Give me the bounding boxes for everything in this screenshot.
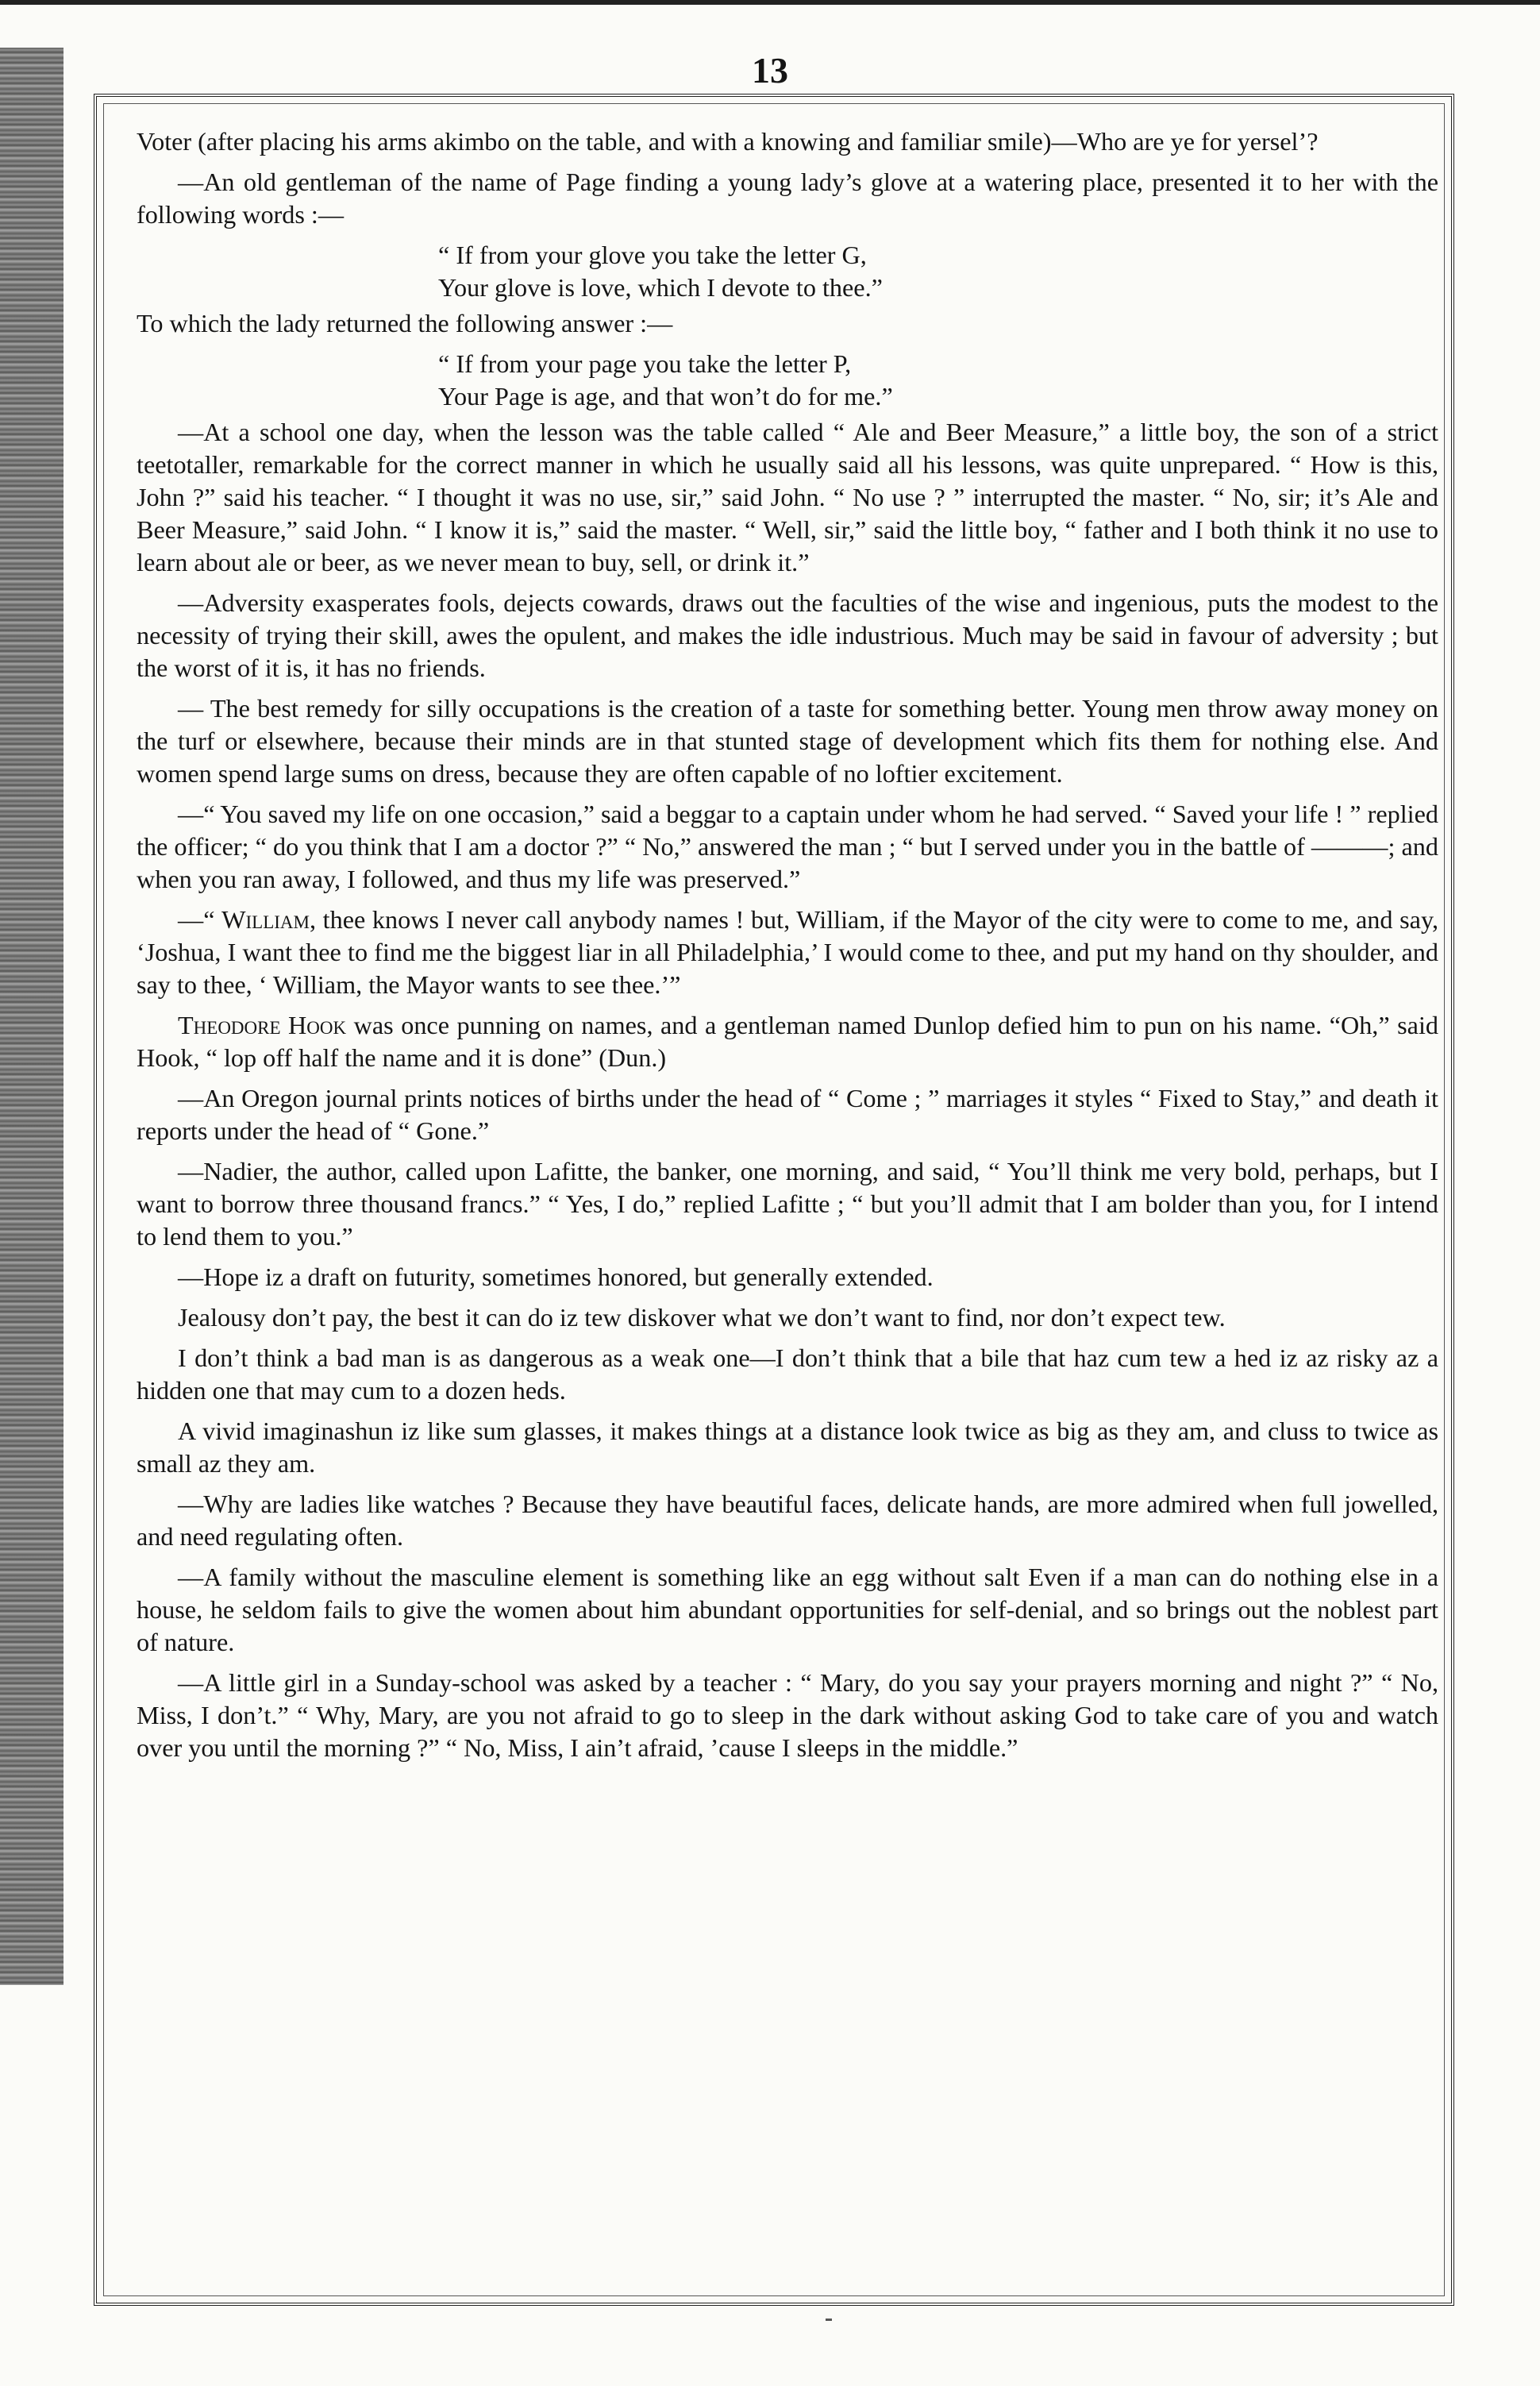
verse-line: Your Page is age, and that won’t do for me.” [438, 382, 893, 411]
verse-line: Your glove is love, which I devote to thee.” [438, 273, 883, 302]
text-run: —“ [178, 905, 222, 934]
paragraph-remedy: — The best remedy for silly occupations is the creation of a taste for something better. Young men throw away money on the turf or elsewhere, because their minds are in that stunted stage of development which fits them for nothing else. And women spend large sums on dress, because they are often capable of no loftier excitement. [137, 694, 1438, 788]
paragraph-william [137, 904, 1438, 1001]
paragraph-jealousy: Jealousy don’t pay, the best it can do iz tew diskover what we don’t want to find, nor don’t expect tew. [178, 1303, 1226, 1332]
paragraph-voter: Voter (after placing his arms akimbo on the table, and with a knowing and familiar smile)—Who are ye for yersel’? [137, 127, 1319, 156]
paragraph-hope: —Hope iz a draft on futurity, sometimes honored, but generally extended. [178, 1262, 934, 1291]
verse-page [137, 348, 1438, 413]
paragraph-beggar: —“ You saved my life on one occasion,” said a beggar to a captain under whom he had served. “ Saved your life ! ” replied the officer; “ do you think that I am a doctor ?” “ No,” answered the man ; “ but I served under you in the battle of ———; and when you ran away, I followed, and thus my life was preserved.” [137, 800, 1438, 893]
small-caps-name: Theodore Hook [178, 1011, 347, 1039]
page-number: 13 [752, 50, 788, 91]
paragraph-adversity: —Adversity exasperates fools, dejects cowards, draws out the faculties of the wise and ingenious, puts the modest to the necessity of trying their skill, awes the opulent, and makes the idle industrious. Much may be said in favour of adversity ; but the worst of it is, it has no friends. [137, 588, 1438, 682]
paragraph-answer: To which the lady returned the following answer :— [137, 309, 673, 337]
paragraph-nadier: —Nadier, the author, called upon Lafitte, the banker, one morning, and said, “ You’ll think me very bold, perhaps, but I want to borrow three thousand francs.” “ Yes, I do,” replied Lafitte ; “ but you’ll admit that I am bolder than you, for I intend to lend them to you.” [137, 1157, 1438, 1251]
text-run: was once punning on names, and a gentleman named Dunlop defied him to pun on his name. “Oh,” said Hook, “ lop off half the name and it is done” (Dun.) [137, 1011, 1438, 1072]
paragraph-hook [137, 1009, 1438, 1074]
text-run: , thee knows I never call anybody names ! but, William, if the Mayor of the city were to come to me, and say, ‘Joshua, I want thee to find me the biggest liar in all Philadelphia,’ I would come to thee, and put my hand on thy shoulder, and say to thee, ‘ William, the Mayor wants to see thee.’” [137, 905, 1438, 999]
paragraph-glove: —An old gentleman of the name of Page finding a young lady’s glove at a watering place, presented it to her with the following words :— [137, 168, 1438, 229]
paragraph-watches: —Why are ladies like watches ? Because they have beautiful faces, delicate hands, are more admired when full jowelled, and need regulating often. [137, 1490, 1438, 1551]
top-rule [0, 0, 1540, 5]
paragraph-ale-beer: —At a school one day, when the lesson was the table called “ Ale and Beer Measure,” a little boy, the son of a strict teetotaller, remarkable for the correct manner in which he usually said all his lessons, was quite unprepared. “ How is this, John ?” said his teacher. “ I thought it was no use, sir,” said John. “ No use ? ” interrupted the master. “ No, sir; it’s Ale and Beer Measure,” said John. “ I know it is,” said the master. “ Well, sir,” said the little boy, “ father and I both think it no use to learn about ale or beer, as we never mean to buy, sell, or drink it.” [137, 418, 1438, 576]
verse-line: “ If from your glove you take the letter G, [438, 241, 867, 269]
bottom-mark [826, 2319, 832, 2321]
paragraph-oregon: —An Oregon journal prints notices of births under the head of “ Come ; ” marriages it styles “ Fixed to Stay,” and death it reports under the head of “ Gone.” [137, 1084, 1438, 1145]
paragraph-family: —A family without the masculine element is something like an egg without salt Even if a man can do nothing else in a house, he seldom fails to give the women about him abundant opportunities for self-denial, and so brings out the noblest part of nature. [137, 1563, 1438, 1656]
paragraph-imaginashun: A vivid imaginashun iz like sum glasses, it makes things at a distance look twice as big as they am, and cluss to twice as small az they am. [137, 1417, 1438, 1478]
verse-line: “ If from your page you take the letter P, [438, 349, 852, 378]
verse-glove [137, 239, 1438, 304]
small-caps-name: William [221, 905, 310, 934]
text-column [137, 125, 1438, 1772]
paragraph-bad-man: I don’t think a bad man is as dangerous as a weak one—I don’t think that a bile that haz cum tew a hed iz az risky az a hidden one that may cum to a dozen heds. [137, 1343, 1438, 1405]
paragraph-sunday-school: —A little girl in a Sunday-school was asked by a teacher : “ Mary, do you say your prayers morning and night ?” “ No, Miss, I don’t.” “ Why, Mary, are you not afraid to go to sleep in the dark without asking God to take care of you and watch over you until the morning ?” “ No, Miss, I ain’t afraid, ’cause I sleeps in the middle.” [137, 1668, 1438, 1762]
binding-edge [0, 48, 64, 1985]
